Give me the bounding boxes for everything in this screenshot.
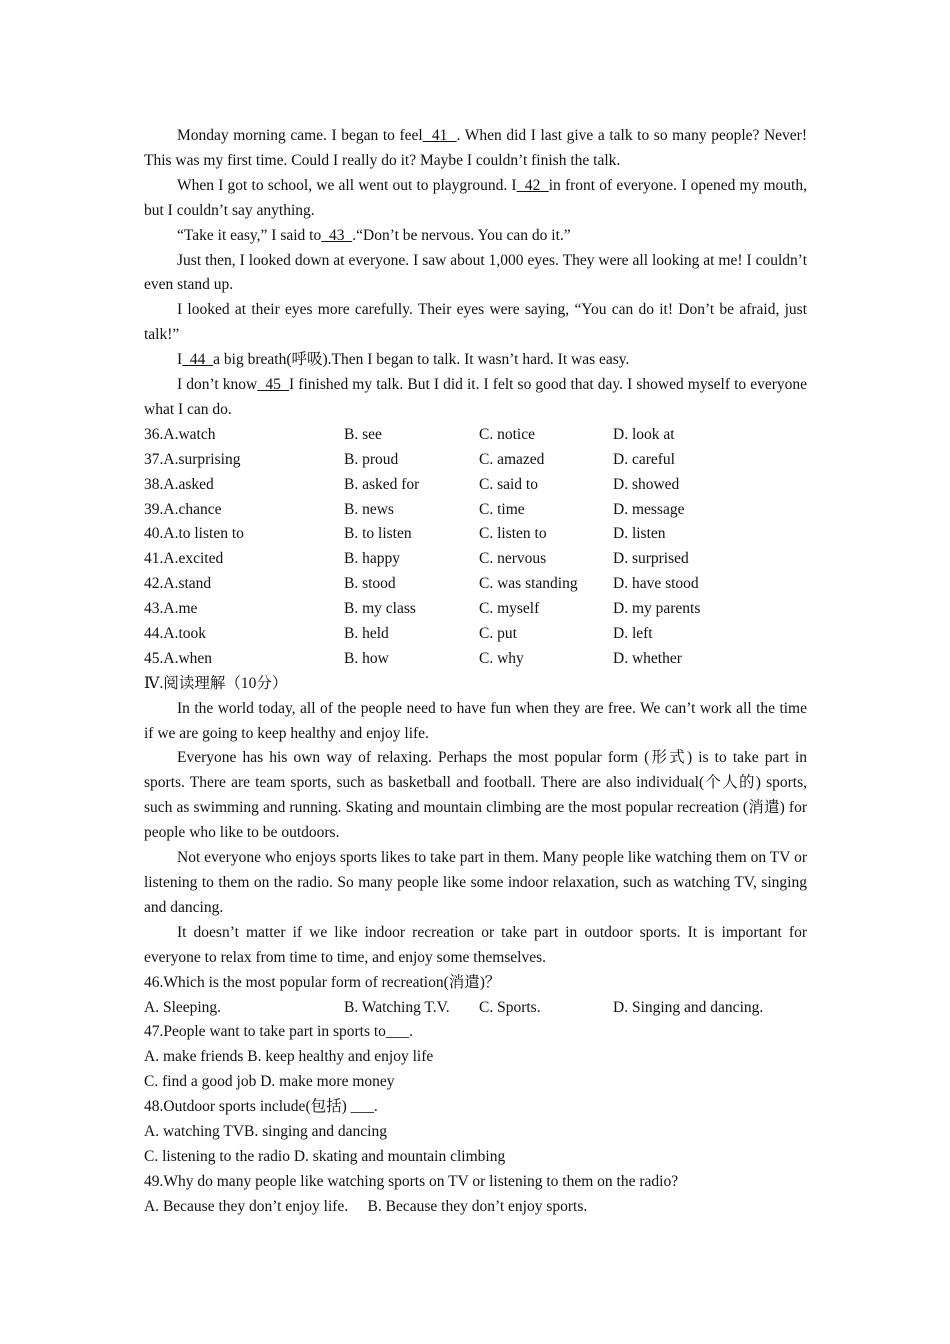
text: “Take it easy,” I said to (177, 226, 322, 244)
text: When I got to school, we all went out to playground. I (177, 176, 517, 194)
blank-45: 45 (257, 376, 290, 394)
option-row (144, 547, 807, 572)
option-c: C. Sports. (479, 998, 541, 1016)
option-b: B. proud (344, 450, 399, 468)
option-d: D. left (613, 625, 653, 642)
option-d: D. Singing and dancing. (613, 998, 764, 1016)
option-c: C. notice (479, 425, 535, 443)
cloze-options (144, 423, 807, 672)
option-a: 41.A.excited (144, 550, 224, 568)
section-heading: Ⅳ.阅读理解（10分） (144, 674, 288, 692)
text: I (177, 351, 183, 369)
option-c: C. why (479, 649, 524, 667)
option-d: D. whether (613, 649, 682, 667)
option-d: D. surprised (613, 550, 689, 568)
option-b: B. asked for (344, 475, 420, 493)
question-47-options-2: C. find a good job D. make more money (144, 1073, 395, 1091)
question-47-options-1: A. make friends B. keep healthy and enjoy life (144, 1048, 434, 1066)
question-49: 49.Why do many people like watching sports on TV or listening to them on the radio? (144, 1172, 679, 1190)
option-row (144, 522, 807, 547)
option-d: D. message (613, 500, 685, 518)
blank-41: 41 (422, 127, 457, 144)
reading-paragraph-4: It doesn’t matter if we like indoor recreation or take part in outdoor sports. It is important for everyone to relax from time to time, and enjoy some themselves. (144, 923, 807, 966)
option-row (144, 622, 807, 647)
option-b: B. held (344, 625, 389, 642)
option-b: B. how (344, 649, 389, 667)
text: Monday morning came. I began to feel (177, 127, 423, 144)
blank-43: 43 (321, 226, 353, 244)
text: .“Don’t be nervous. You can do it.” (352, 226, 571, 244)
option-c: C. put (479, 625, 517, 642)
cloze-paragraph-7 (144, 373, 807, 423)
option-row (144, 498, 807, 523)
option-a: 38.A.asked (144, 475, 214, 493)
option-a: 36.A.watch (144, 425, 216, 443)
option-row (144, 647, 807, 672)
blank-44: 44 (182, 351, 214, 369)
cloze-paragraph-1 (144, 124, 807, 174)
text: in front of everyone. I opened my mouth, but I couldn’t say anything. (144, 176, 807, 219)
option-c: C. time (479, 500, 525, 518)
cloze-paragraph-3 (144, 224, 807, 249)
option-row (144, 423, 807, 448)
option-c: C. was standing (479, 575, 578, 593)
option-c: C. amazed (479, 450, 545, 468)
option-d: D. showed (613, 475, 680, 493)
option-row (144, 572, 807, 597)
option-a: 44.A.took (144, 625, 206, 642)
option-d: D. careful (613, 450, 675, 468)
option-a: 39.A.chance (144, 500, 222, 518)
option-row (144, 597, 807, 622)
option-d: D. look at (613, 425, 675, 443)
question-48: 48.Outdoor sports include(包括) ___. (144, 1098, 378, 1116)
document-page (144, 124, 807, 1220)
option-a: 43.A.me (144, 600, 198, 618)
question-46: 46.Which is the most popular form of recreation(消遣)？ (144, 973, 501, 991)
option-b: B. to listen (344, 525, 412, 543)
text: a big breath(呼吸).Then I began to talk. It wasn’t hard. It was easy. (213, 351, 630, 369)
option-d: D. have stood (613, 575, 699, 593)
option-a: 42.A.stand (144, 575, 212, 593)
reading-paragraph-2: Everyone has his own way of relaxing. Perhaps the most popular form (形式) is to take part in sports. There are team sports, such as basketball and football. There are also individual(个人的) sports, such as swimming and running. Skating and mountain climbing are the most popular recreation (消遣) for people who like to be outdoors. (144, 749, 807, 842)
option-a: 37.A.surprising (144, 450, 241, 468)
option-b: B. happy (344, 550, 400, 568)
question-48-options-1: A. watching TVB. singing and dancing (144, 1122, 387, 1140)
option-c: C. nervous (479, 550, 547, 568)
cloze-paragraph-4: Just then, I looked down at everyone. I saw about 1,000 eyes. They were all looking at me! I couldn’t even stand up. (144, 251, 807, 294)
option-b: B. my class (344, 600, 416, 618)
option-b: B. Watching T.V. (344, 998, 450, 1016)
option-row (144, 448, 807, 473)
option-b: B. stood (344, 575, 396, 593)
option-b: B. news (344, 500, 394, 518)
question-47: 47.People want to take part in sports to___. (144, 1023, 414, 1041)
option-a: 45.A.when (144, 649, 213, 667)
option-c: C. listen to (479, 525, 547, 543)
reading-paragraph-3: Not everyone who enjoys sports likes to take part in them. Many people like watching them on TV or listening to them on the radio. So many people like some indoor relaxation, such as watching TV, singing and dancing. (144, 849, 807, 916)
option-a: 40.A.to listen to (144, 525, 244, 543)
cloze-paragraph-2 (144, 174, 807, 224)
question-46-options (144, 996, 807, 1021)
blank-42: 42 (516, 176, 549, 194)
option-c: C. said to (479, 475, 538, 493)
cloze-paragraph-5: I looked at their eyes more carefully. Their eyes were saying, “You can do it! Don’t be afraid, just talk!” (144, 301, 807, 344)
option-d: D. my parents (613, 600, 701, 618)
question-49-options-1: A. Because they don’t enjoy life. B. Because they don’t enjoy sports. (144, 1197, 588, 1215)
option-b: B. see (344, 425, 382, 443)
option-d: D. listen (613, 525, 666, 543)
option-a: A. Sleeping. (144, 998, 222, 1016)
text: I don’t know (177, 376, 258, 394)
text: I finished my talk. But I did it. I felt so good that day. I showed myself to everyone what I can do. (144, 376, 808, 418)
question-48-options-2: C. listening to the radio D. skating and mountain climbing (144, 1147, 506, 1165)
option-c: C. myself (479, 600, 540, 618)
option-row (144, 473, 807, 498)
text: . When did I last give a talk to so many people? Never! This was my first time. Could I really do it? Maybe I couldn’t finish the talk. (144, 127, 808, 169)
cloze-paragraph-6 (144, 348, 807, 373)
reading-paragraph-1: In the world today, all of the people need to have fun when they are free. We can’t work all the time if we are going to keep healthy and enjoy life. (144, 699, 807, 742)
